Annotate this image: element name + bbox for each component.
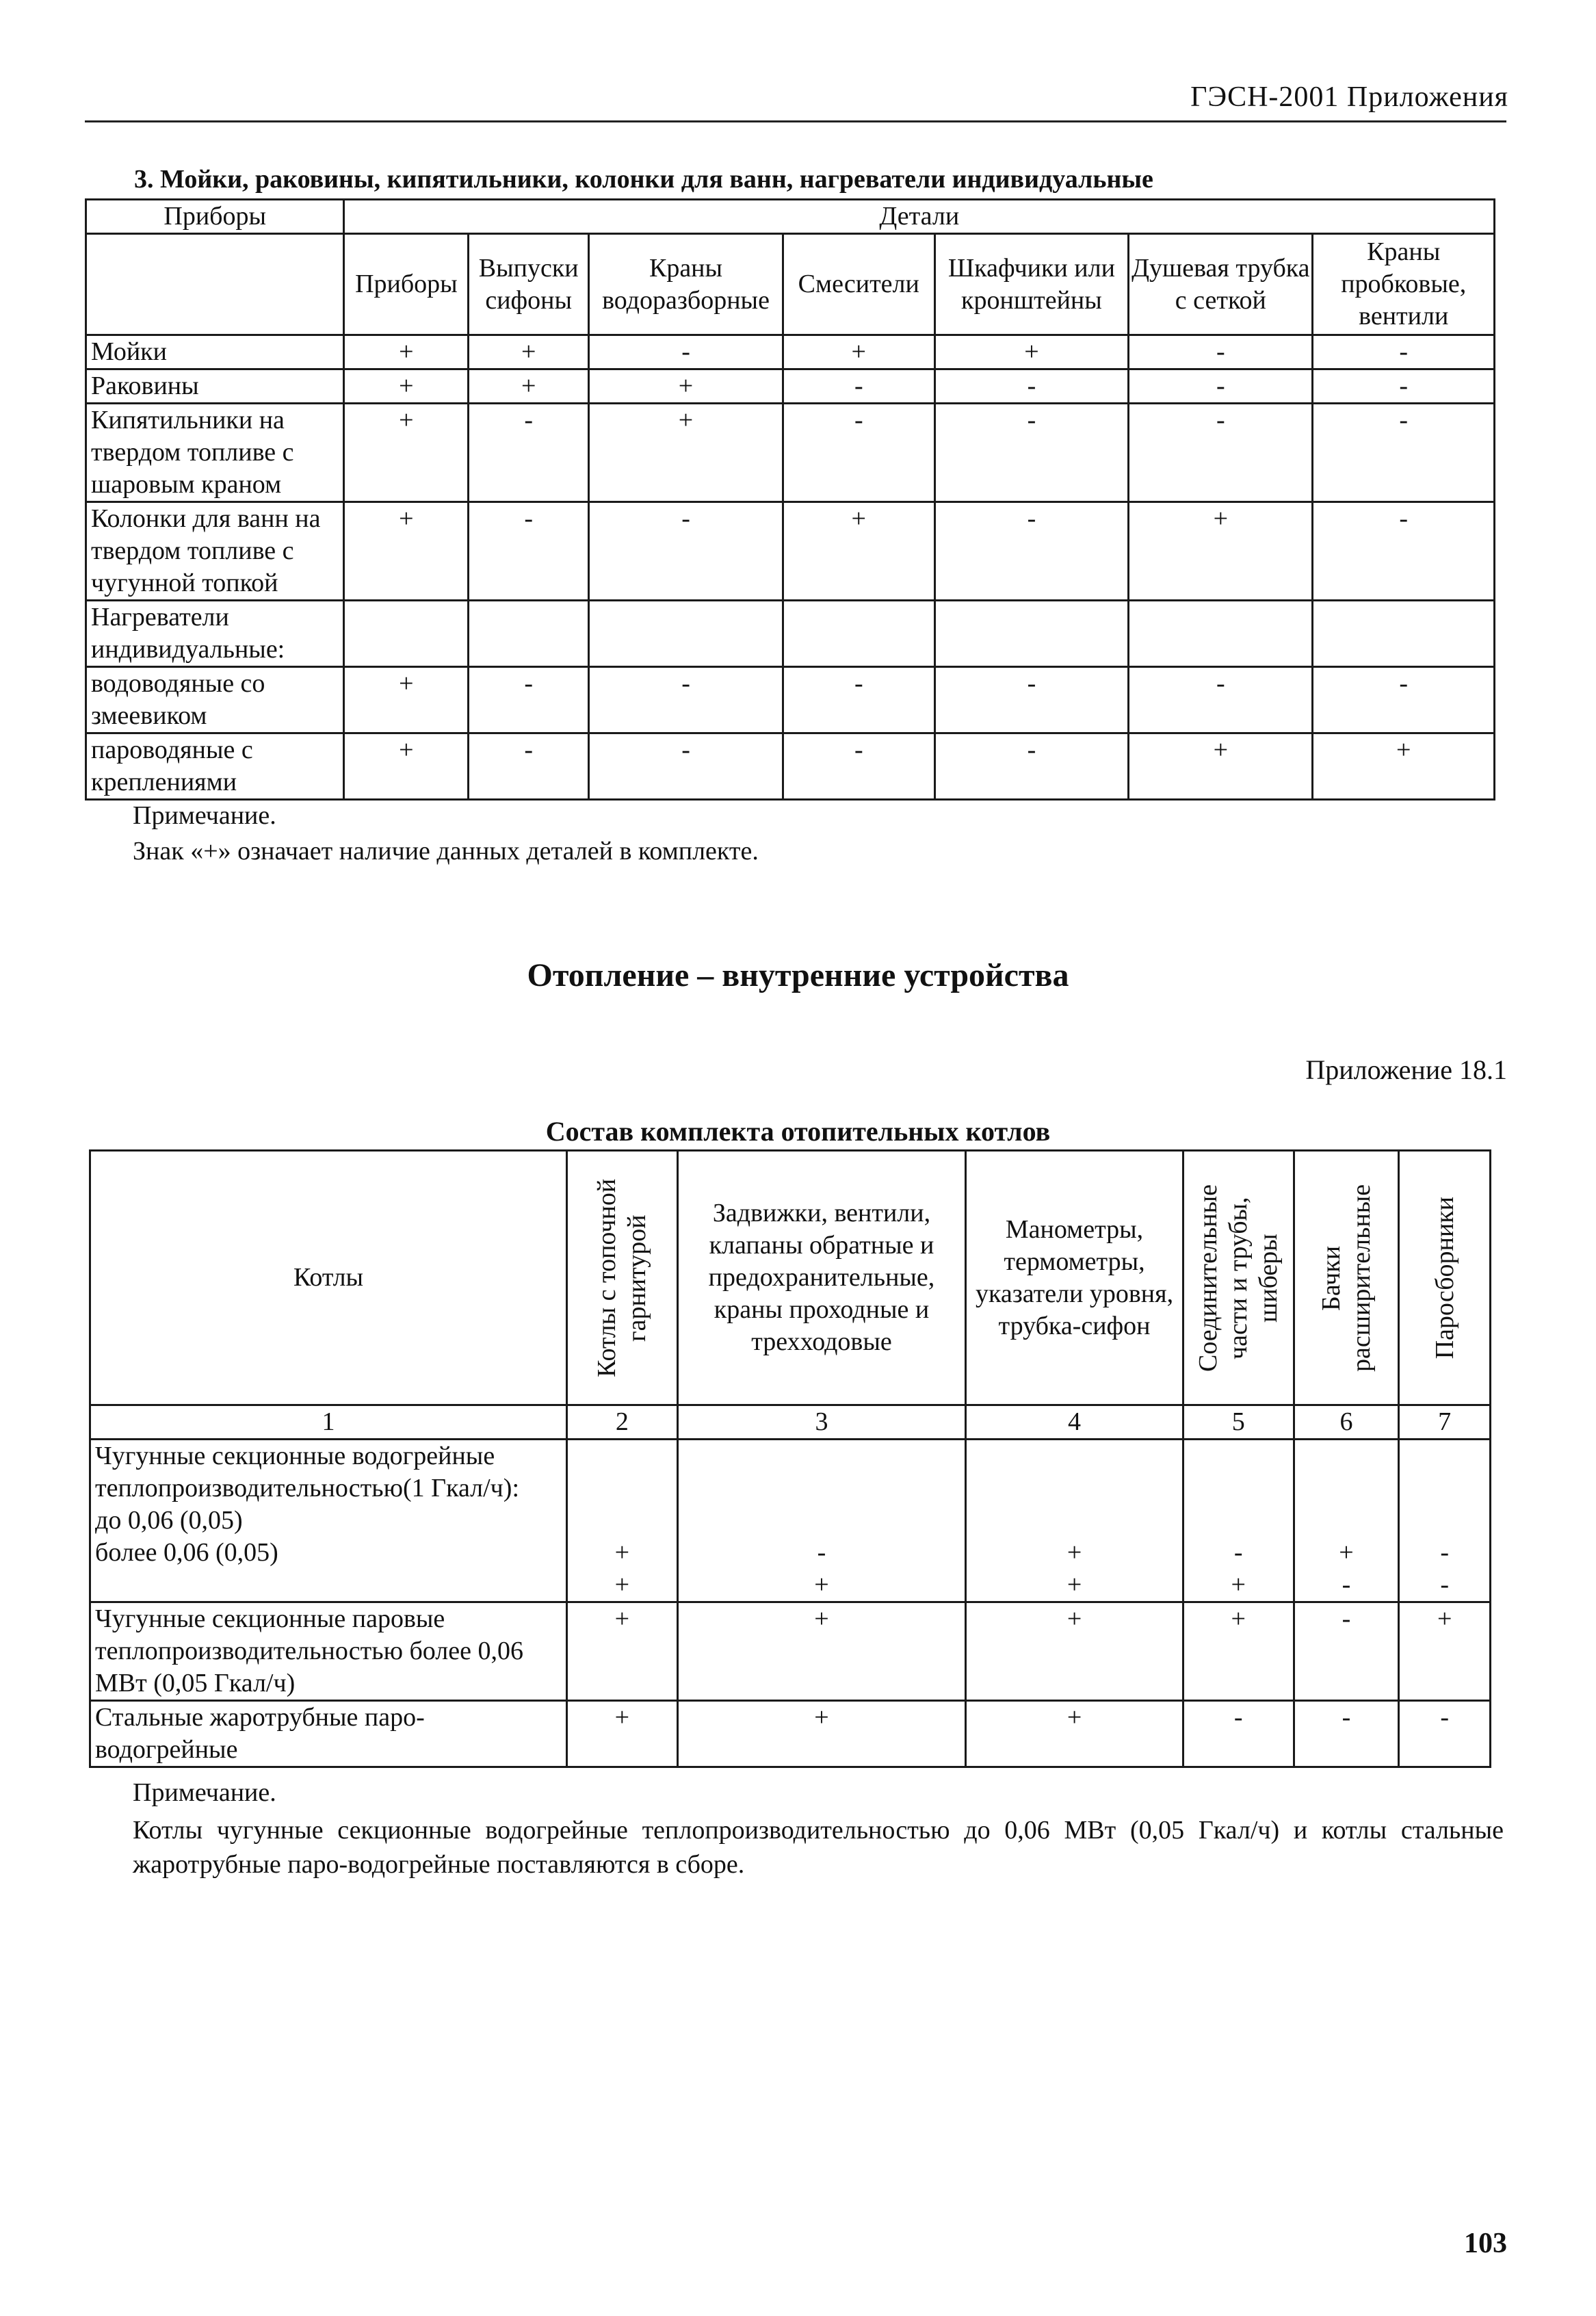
cell: - [1313, 502, 1495, 601]
column-number: 2 [567, 1405, 678, 1440]
row-label: Колонки для ванн на твердом топливе с чугунной топкой [86, 502, 344, 601]
column-header: Душевая трубка с сеткой [1129, 234, 1313, 335]
column-header-vertical [1183, 1151, 1294, 1405]
column-header-text: Котлы с топочной гарнитурой [592, 1178, 652, 1377]
cell: + [344, 667, 469, 733]
column-header-text: Соединительные части и трубы, шиберы [1194, 1184, 1283, 1372]
header-details: Детали [344, 200, 1495, 234]
cell: - [1294, 1701, 1399, 1767]
header-blank [86, 234, 344, 335]
cell: - [1183, 1701, 1294, 1767]
column-header: Краны водоразборные [589, 234, 783, 335]
cell: + [966, 1602, 1183, 1701]
cell-value: - [1342, 1570, 1351, 1599]
cell-value: + [1067, 1538, 1082, 1567]
row-label: Раковины [86, 369, 344, 404]
cell: - [469, 404, 589, 502]
cell: - [1129, 369, 1313, 404]
cell: + [1129, 502, 1313, 601]
cell-value: + [614, 1570, 630, 1599]
cell: + [1313, 733, 1495, 800]
cell: + [589, 369, 783, 404]
cell: + [783, 502, 934, 601]
cell: + [1129, 733, 1313, 800]
row-label: водоводяные со змеевиком [86, 667, 344, 733]
table1-note-label: Примечание. [133, 801, 276, 830]
section-title: Отопление – внутренние устройства [527, 957, 1069, 993]
subrow-label: более 0,06 (0,05) [95, 1538, 278, 1567]
cell-value: - [817, 1538, 826, 1567]
cell: - [1129, 335, 1313, 369]
column-number: 7 [1399, 1405, 1491, 1440]
cell: - [783, 369, 934, 404]
table-row [86, 404, 1495, 502]
cell [677, 1440, 966, 1602]
table-row [86, 601, 1495, 667]
cell: - [589, 667, 783, 733]
cell: - [1313, 369, 1495, 404]
cell: - [469, 667, 589, 733]
cell: - [1313, 335, 1495, 369]
cell [1183, 1440, 1294, 1602]
cell [567, 1440, 678, 1602]
cell: + [344, 733, 469, 800]
cell: - [1294, 1602, 1399, 1701]
column-header-vertical [1294, 1151, 1399, 1405]
cell-value: - [1440, 1538, 1449, 1567]
table-row [86, 502, 1495, 601]
cell [1313, 601, 1495, 667]
cell: + [344, 369, 469, 404]
cell: + [589, 404, 783, 502]
cell: + [677, 1701, 966, 1767]
cell: - [589, 502, 783, 601]
cell [1294, 1440, 1399, 1602]
table-row [86, 369, 1495, 404]
cell-value: + [1339, 1538, 1354, 1567]
boiler-kit-table [89, 1149, 1491, 1768]
table-row [90, 1701, 1491, 1767]
column-header: Смесители [783, 234, 934, 335]
row-label [90, 1440, 567, 1602]
cell: + [966, 1701, 1183, 1767]
column-header: Манометры, термометры, указатели уровня, трубка-сифон [966, 1151, 1183, 1405]
cell: - [589, 733, 783, 800]
cell-value: + [1067, 1570, 1082, 1599]
table-row [90, 1440, 1491, 1602]
table2-title: Состав комплекта отопительных котлов [545, 1116, 1051, 1147]
cell: - [934, 369, 1129, 404]
row-label: Кипятильники на твердом топливе с шаровым краном [86, 404, 344, 502]
column-number: 5 [1183, 1405, 1294, 1440]
column-number: 6 [1294, 1405, 1399, 1440]
cell [589, 601, 783, 667]
cell: - [589, 335, 783, 369]
cell: + [677, 1602, 966, 1701]
header-devices: Приборы [86, 200, 344, 234]
cell: - [934, 667, 1129, 733]
cell: - [934, 404, 1129, 502]
cell: - [783, 733, 934, 800]
column-header-boilers: Котлы [90, 1151, 567, 1405]
row-label: Чугунные секционные паровые теплопроизводительностью более 0,06 МВт (0,05 Гкал/ч) [90, 1602, 567, 1701]
cell: - [1313, 404, 1495, 502]
column-number: 4 [966, 1405, 1183, 1440]
cell [783, 601, 934, 667]
cell: - [1129, 404, 1313, 502]
column-header-text: Бачки расширительные [1317, 1184, 1376, 1372]
row-label: пароводяные с креплениями [86, 733, 344, 800]
appendix-label: Приложение 18.1 [1305, 1054, 1507, 1085]
page-number: 103 [1464, 2228, 1507, 2259]
row-label: Мойки [86, 335, 344, 369]
cell-value: - [1440, 1570, 1449, 1599]
table1-title: 3. Мойки, раковины, кипятильники, колонки для ванн, нагреватели индивидуальные [134, 165, 1153, 194]
cell [344, 601, 469, 667]
table2-note-label: Примечание. [133, 1778, 276, 1807]
cell: + [1183, 1602, 1294, 1701]
subrow-label: до 0,06 (0,05) [95, 1506, 243, 1535]
cell [1399, 1440, 1491, 1602]
column-number: 1 [90, 1405, 567, 1440]
cell: - [469, 502, 589, 601]
cell: + [344, 502, 469, 601]
running-header: ГЭСН-2001 Приложения [1190, 81, 1508, 113]
cell: - [1129, 667, 1313, 733]
cell: - [783, 404, 934, 502]
cell-value: + [814, 1570, 829, 1599]
row-label: Стальные жаротрубные паро-водогрейные [90, 1701, 567, 1767]
column-header: Краны пробковые, вентили [1313, 234, 1495, 335]
group-heading: Чугунные секционные водогрейные теплопроизводительностью(1 Гкал/ч): [95, 1442, 520, 1502]
column-header-vertical [567, 1151, 678, 1405]
fixtures-details-table [85, 198, 1495, 801]
cell [1129, 601, 1313, 667]
row-label: Нагреватели индивидуальные: [86, 601, 344, 667]
cell [934, 601, 1129, 667]
cell: - [1313, 667, 1495, 733]
cell: - [469, 733, 589, 800]
cell-value: + [614, 1538, 630, 1567]
table-row [90, 1602, 1491, 1701]
cell: + [783, 335, 934, 369]
table2-note-text: Котлы чугунные секционные водогрейные теплопроизводительностью до 0,06 МВт (0,05 Гкал/ч) и котлы стальные жаротрубные паро-водогрейные поставляются в сборе. [133, 1816, 1504, 1879]
column-header-vertical [1399, 1151, 1491, 1405]
column-header-text: Паросборники [1430, 1196, 1459, 1359]
cell: - [783, 667, 934, 733]
cell: + [344, 404, 469, 502]
column-header: Выпуски сифоны [469, 234, 589, 335]
table-row [86, 335, 1495, 369]
cell [966, 1440, 1183, 1602]
cell [469, 601, 589, 667]
column-numbers-row [90, 1405, 1491, 1440]
column-header: Шкафчики или кронштейны [934, 234, 1129, 335]
cell: + [934, 335, 1129, 369]
column-header: Задвижки, вентили, клапаны обратные и предохранительные, краны проходные и трехходовые [677, 1151, 966, 1405]
cell: + [567, 1602, 678, 1701]
header-rule [85, 120, 1506, 122]
cell: - [934, 733, 1129, 800]
cell: + [469, 369, 589, 404]
table1-note-text: Знак «+» означает наличие данных деталей в комплекте. [133, 837, 759, 866]
cell: + [344, 335, 469, 369]
table-row [86, 667, 1495, 733]
cell: + [1399, 1602, 1491, 1701]
table-row [86, 733, 1495, 800]
column-header: Приборы [344, 234, 469, 335]
cell: - [1399, 1701, 1491, 1767]
cell: - [934, 502, 1129, 601]
cell-value: + [1231, 1570, 1246, 1599]
cell: + [469, 335, 589, 369]
cell-value: - [1233, 1538, 1243, 1567]
cell: + [567, 1701, 678, 1767]
column-number: 3 [677, 1405, 966, 1440]
